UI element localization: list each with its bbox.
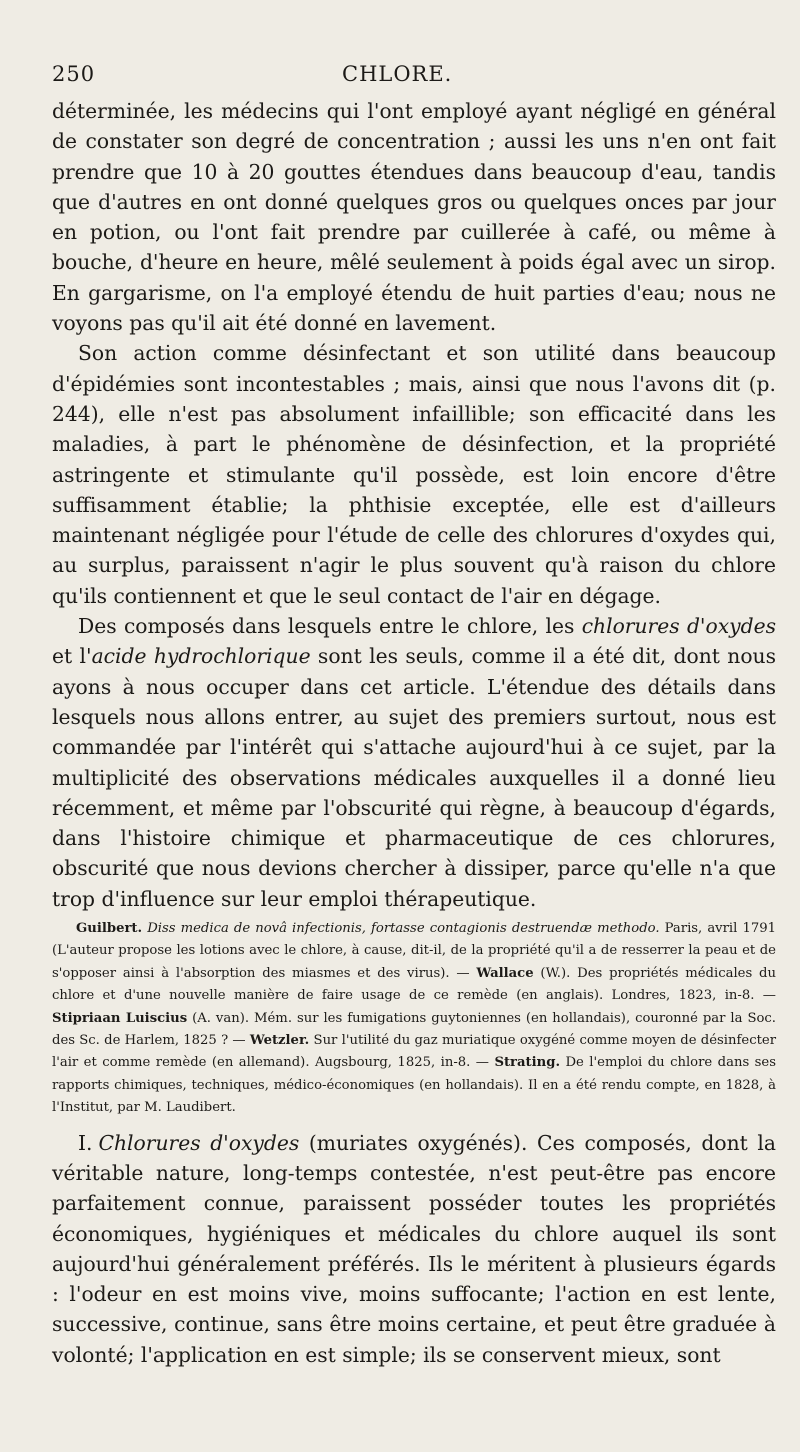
italic-term-chlorures: chlorures d'oxydes [581,614,777,639]
page-number: 250 [52,62,96,86]
author-stipriaan: Stipriaan Luiscius [52,1010,188,1026]
author-wetzler: Wetzler. [249,1033,310,1049]
running-head: CHLORE. [342,62,453,86]
text-run: Des composés dans lesquels entre le chlore, les [78,614,582,639]
paragraph-continuation: déterminée, les médecins qui l'ont employé ayant négligé en général de constater son degré de concentration ; aussi les uns n'en ont fait prendre que 10 à 20 gouttes étendues dans beaucoup d'eau, tandis que d'autres en ont donné quelques gros ou quelques onces par jour en potion, ou l'ont fait prendre par cuillerée à café, ou même à bouche, d'heure en heure, mêlé seulement à poids égal avec un sirop. En gargarisme, on l'a employé étendu de huit parties d'eau; nous ne voyons pas qu'il ait été donné en lavement. [52,99,776,336]
paragraph-chlorine-compounds [52,611,776,914]
section-text: (muriates oxygénés). Ces composés, dont la véritable nature, long-temps contestée, n'est peut-être pas encore parfaitement connue, paraissent posséder toutes les propriétés économiques, hygiéniques et médicales du chlore auquel ils sont aujourd'hui généralement préférés. Ils le méritent à plusieurs égards : l'odeur en est moins vive, moins suffocante; l'action en est lente, successive, continue, sans être moins certaine, et peut être graduée à volonté; l'application en est simple; ils se conservent mieux, sont [52,1130,776,1367]
italic-term-acide: acide hydrochlorique [91,644,311,669]
author-strating: Strating. [494,1055,561,1071]
page-header [52,62,776,96]
title-guilbert: Diss medica de novâ infectionis, fortasse contagionis destruendæ methodo. [147,921,660,937]
paragraph-disinfectant-action: Son action comme désinfectant et son utilité dans beaucoup d'épidémies sont incontestables ; mais, ainsi que nous l'avons dit (p. 244), elle n'est pas absolument infaillible; son efficacité dans les maladies, à part le phénomène de désinfection, et la propriété astringente et stimulante qu'il possède, est loin encore d'être suffisamment établie; la phthisie exceptée, elle est d'ailleurs maintenant négligée pour l'étude de celle des chlorures d'oxydes qui, au surplus, paraissent n'agir le plus souvent qu'à raison du chlore qu'ils contiennent et que le seul contact de l'air en dégage. [52,341,776,608]
section-title: Chlorures d'oxydes [98,1130,300,1155]
note-run: De l'emploi du chlore dans ses rapports chimiques, techniques, médico-économiques (en hollandais). Il en a été rendu compte, en 1828, à l'Institut, par M. Laudibert. [52,1055,777,1116]
note-run: Paris, avril 1791 (L'auteur propose les lotions avec le chlore, à cause, dit-il, de la propriété qu'il a de resserrer la peau et de s'opposer ainsi à l'absorption des miasmes et des virus). — [52,921,776,981]
author-guilbert: Guilbert. [76,921,143,937]
text-run: et l' [52,644,92,669]
note-run: (W.). Des propriétés médicales du chlore et d'une nouvelle manière de faire usage de ce remède (en anglais). Londres, 1823, in-8. — [52,965,776,1004]
author-wallace: Wallace [476,965,534,981]
note-run: (A. van). Mém. sur les fumigations guytoniennes (en hollandais), couronné par la Soc. des Sc. de Harlem, 1825 ? — [52,1010,776,1049]
text-run: sont les seuls, comme il a été dit, dont nous ayons à nous occuper dans cet article. L'étendue des détails dans lesquels nous allons entrer, au sujet des premiers surtout, nous est commandée par l'intérêt qui s'attache aujourd'hui à ce sujet, par la multiplicité des observations médicales auxquelles il a donné lieu récemment, et même par l'obscurité qui règne, à beaucoup d'égards, dans l'histoire chimique et pharmaceutique de ces chlorures, obscurité que nous devions chercher à dissiper, parce qu'elle n'a que trop d'influence sur leur emploi thérapeutique. [52,644,777,911]
bibliography-note [52,918,776,1120]
note-run: Sur l'utilité du gaz muriatique oxygéné comme moyen de désinfecter l'air et comme remède (en allemand). Augsbourg, 1825, in-8. — [52,1033,777,1071]
section-numeral: I. [78,1130,93,1155]
section-chlorures-oxydes [52,1128,776,1370]
